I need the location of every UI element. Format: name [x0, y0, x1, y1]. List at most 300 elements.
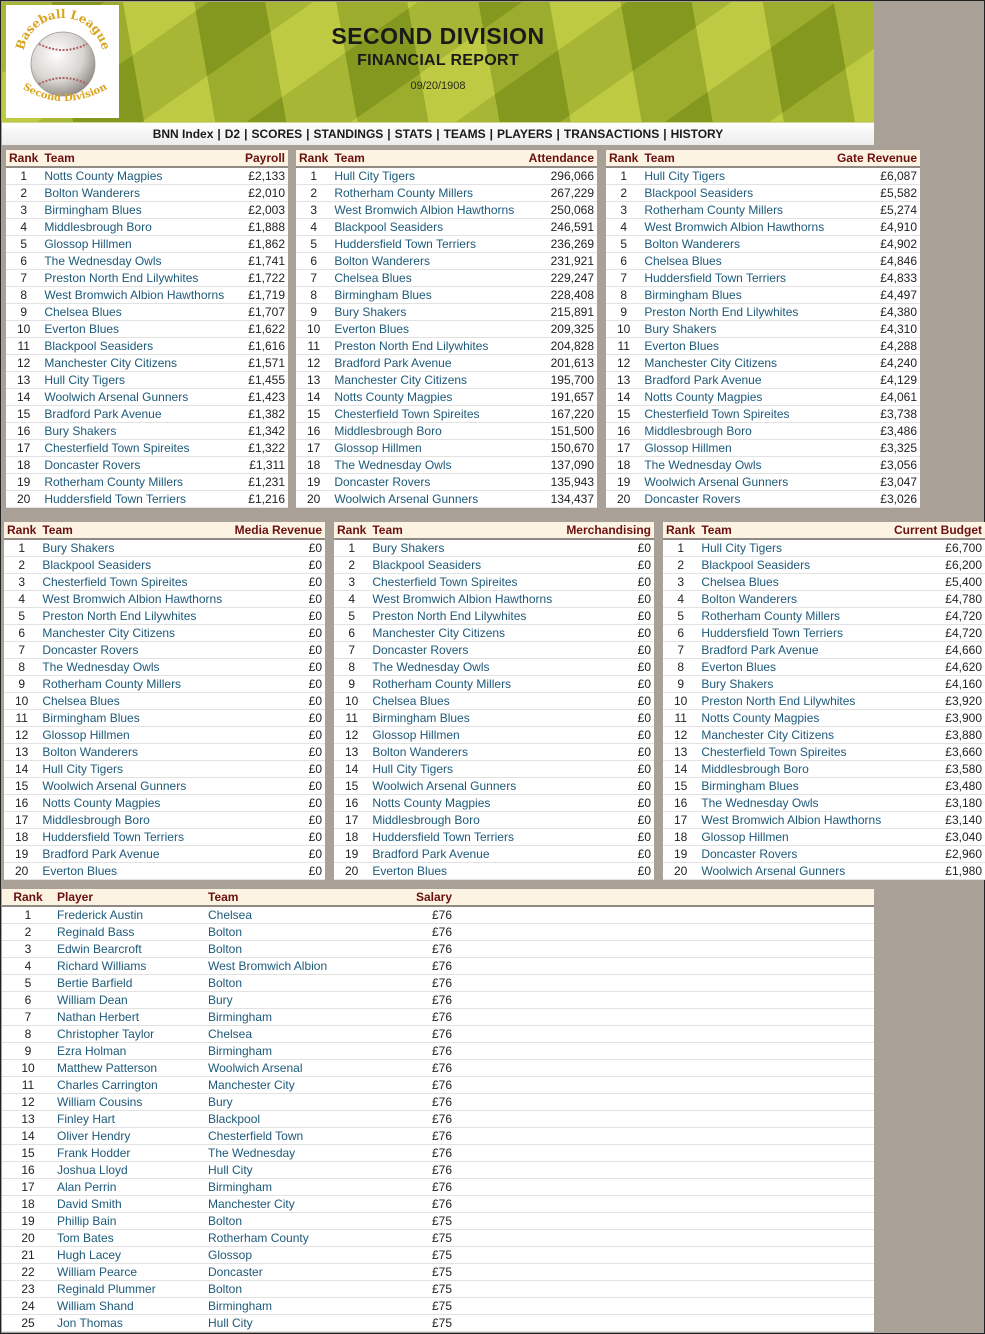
page-subtitle: FINANCIAL REPORT — [357, 52, 519, 69]
rank-cell: 5 — [663, 608, 698, 625]
team-link[interactable]: Glossop Hillmen — [641, 440, 834, 457]
table-row — [663, 761, 985, 778]
value-cell: £0 — [562, 812, 654, 829]
team-link[interactable]: Doncaster Rovers — [41, 457, 238, 474]
team-link[interactable]: The Wednesday Owls — [698, 795, 891, 812]
team-link[interactable]: Preston North End Lilywhites — [369, 608, 562, 625]
player-link[interactable]: David Smith — [54, 1196, 205, 1213]
team-link[interactable]: Glossop Hillmen — [369, 727, 562, 744]
team-link[interactable]: Preston North End Lilywhites — [331, 338, 525, 355]
player-link[interactable]: Finley Hart — [54, 1111, 205, 1128]
player-link[interactable]: Tom Bates — [54, 1230, 205, 1247]
value-column-header[interactable]: Merchandising — [562, 522, 654, 539]
team-link[interactable]: Birmingham Blues — [39, 710, 229, 727]
team-link[interactable]: Doncaster Rovers — [39, 642, 229, 659]
league-logo[interactable] — [6, 5, 119, 118]
rank-column-header[interactable]: Rank — [4, 522, 39, 539]
team-link[interactable]: Middlesbrough Boro — [41, 219, 238, 236]
rank-cell: 4 — [606, 219, 641, 236]
team-link[interactable]: Chelsea Blues — [698, 574, 891, 591]
team-link[interactable]: Huddersfield Town Terriers — [39, 829, 229, 846]
player-link[interactable]: Joshua Lloyd — [54, 1162, 205, 1179]
team-link[interactable]: Huddersfield Town Terriers — [698, 625, 891, 642]
rank-cell: 17 — [2, 1179, 54, 1196]
table-row — [2, 975, 874, 992]
team-link[interactable]: Birmingham Blues — [369, 710, 562, 727]
team-link[interactable]: Everton Blues — [641, 338, 834, 355]
team-link[interactable]: Preston North End Lilywhites — [641, 304, 834, 321]
value-cell: 134,437 — [526, 491, 597, 508]
rank-cell: 19 — [4, 846, 39, 863]
team-link[interactable]: Woolwich Arsenal Gunners — [369, 778, 562, 795]
table-row — [2, 941, 874, 958]
rank-cell: 13 — [663, 744, 698, 761]
value-cell: £3,026 — [834, 491, 920, 508]
nav-standings[interactable]: STANDINGS — [313, 127, 384, 141]
rank-cell: 12 — [334, 727, 369, 744]
rank-cell: 17 — [334, 812, 369, 829]
player-link[interactable]: Oliver Hendry — [54, 1128, 205, 1145]
team-link[interactable]: Bradford Park Avenue — [641, 372, 834, 389]
team-link[interactable]: Manchester City Citizens — [369, 625, 562, 642]
team-link[interactable]: Blackpool Seasiders — [41, 338, 238, 355]
table-row — [2, 1196, 874, 1213]
value-cell: £0 — [562, 574, 654, 591]
player-link[interactable]: William Shand — [54, 1298, 205, 1315]
team-link[interactable]: Middlesbrough Boro — [39, 812, 229, 829]
player-link[interactable]: Charles Carrington — [54, 1077, 205, 1094]
team-link[interactable]: West Bromwich Albion Hawthorns — [641, 219, 834, 236]
team-link[interactable]: Everton Blues — [39, 863, 229, 880]
team-link[interactable]: Blackpool — [205, 1111, 365, 1128]
rank-cell: 8 — [6, 287, 41, 304]
table-row — [606, 270, 920, 287]
player-link[interactable]: Christopher Taylor — [54, 1026, 205, 1043]
team-link[interactable]: Bolton Wanderers — [641, 236, 834, 253]
rank-column-header[interactable]: Rank — [663, 522, 698, 539]
table-row — [4, 727, 325, 744]
team-link[interactable]: Doncaster Rovers — [331, 474, 525, 491]
team-link[interactable]: Chesterfield Town Spireites — [369, 574, 562, 591]
team-link[interactable]: The Wednesday Owls — [641, 457, 834, 474]
rank-cell: 16 — [296, 423, 331, 440]
rank-cell: 3 — [4, 574, 39, 591]
team-link[interactable]: Chelsea Blues — [39, 693, 229, 710]
rank-column-header[interactable]: Rank — [334, 522, 369, 539]
value-cell: £0 — [229, 659, 325, 676]
player-link[interactable]: Edwin Bearcroft — [54, 941, 205, 958]
rank-column-header[interactable]: Rank — [296, 150, 331, 167]
nav-d2[interactable]: D2 — [224, 127, 241, 141]
team-link[interactable]: Glossop — [205, 1247, 365, 1264]
player-link[interactable]: Phillip Bain — [54, 1213, 205, 1230]
rank-column-header[interactable]: Rank — [606, 150, 641, 167]
value-cell: £3,140 — [891, 812, 985, 829]
team-link[interactable]: West Bromwich Albion Hawthorns — [41, 287, 238, 304]
team-link[interactable]: Birmingham — [205, 1298, 365, 1315]
nav-scores[interactable]: SCORES — [251, 127, 303, 141]
team-link[interactable]: Notts County Magpies — [698, 710, 891, 727]
rank-cell: 4 — [6, 219, 41, 236]
team-link[interactable]: Manchester City Citizens — [41, 355, 238, 372]
value-cell: £0 — [229, 625, 325, 642]
team-link[interactable]: Bolton — [205, 924, 365, 941]
title-block — [232, 22, 644, 93]
rank-column-header[interactable]: Rank — [2, 889, 54, 906]
value-column-header[interactable]: Payroll — [238, 150, 288, 167]
team-link[interactable]: Notts County Magpies — [641, 389, 834, 406]
team-link[interactable]: Hull City Tigers — [698, 539, 891, 557]
team-link[interactable]: Bolton — [205, 1213, 365, 1230]
team-link[interactable]: Woolwich Arsenal Gunners — [641, 474, 834, 491]
nav-players[interactable]: PLAYERS — [496, 127, 553, 141]
team-link[interactable]: Rotherham County Millers — [641, 202, 834, 219]
team-link[interactable]: Chelsea Blues — [369, 693, 562, 710]
team-link[interactable]: Hull City Tigers — [369, 761, 562, 778]
table-row — [2, 1094, 874, 1111]
table-row — [606, 236, 920, 253]
team-link[interactable]: Rotherham County Millers — [39, 676, 229, 693]
team-link[interactable]: Birmingham Blues — [698, 778, 891, 795]
team-link[interactable]: Glossop Hillmen — [698, 829, 891, 846]
rank-cell: 5 — [4, 608, 39, 625]
team-link[interactable]: Glossop Hillmen — [39, 727, 229, 744]
team-link[interactable]: The Wednesday Owls — [331, 457, 525, 474]
team-link[interactable]: Woolwich Arsenal Gunners — [331, 491, 525, 508]
team-link[interactable]: Woolwich Arsenal — [205, 1060, 365, 1077]
table-row — [296, 202, 597, 219]
table-row — [606, 406, 920, 423]
team-link[interactable]: West Bromwich Albion — [205, 958, 365, 975]
player-link[interactable]: William Dean — [54, 992, 205, 1009]
value-cell: £0 — [562, 829, 654, 846]
player-link[interactable]: Frederick Austin — [54, 906, 205, 924]
value-cell: £0 — [562, 795, 654, 812]
team-link[interactable]: Bradford Park Avenue — [39, 846, 229, 863]
team-link[interactable]: Chesterfield Town Spireites — [698, 744, 891, 761]
table-row — [334, 863, 654, 880]
team-link[interactable]: The Wednesday — [205, 1145, 365, 1162]
table-row — [296, 474, 597, 491]
team-link[interactable]: Chesterfield Town — [205, 1128, 365, 1145]
spacer — [455, 1162, 874, 1179]
team-link[interactable]: Birmingham — [205, 1009, 365, 1026]
table-row — [296, 236, 597, 253]
table-row — [6, 185, 288, 202]
team-link[interactable]: Chelsea Blues — [641, 253, 834, 270]
team-link[interactable]: Hull City — [205, 1315, 365, 1332]
rank-cell: 18 — [606, 457, 641, 474]
team-link[interactable]: Notts County Magpies — [41, 167, 238, 185]
value-cell: £1,719 — [238, 287, 288, 304]
team-link[interactable]: Middlesbrough Boro — [698, 761, 891, 778]
team-link[interactable]: Bury Shakers — [641, 321, 834, 338]
team-link[interactable]: Bradford Park Avenue — [41, 406, 238, 423]
team-link[interactable]: Manchester City Citizens — [698, 727, 891, 744]
team-column-header[interactable]: Team — [39, 522, 229, 539]
value-cell: £0 — [562, 693, 654, 710]
table-row — [6, 338, 288, 355]
rank-cell: 7 — [296, 270, 331, 287]
rank-cell: 14 — [296, 389, 331, 406]
player-link[interactable]: Matthew Patterson — [54, 1060, 205, 1077]
team-link[interactable]: Notts County Magpies — [331, 389, 525, 406]
value-column-header[interactable]: Gate Revenue — [834, 150, 920, 167]
rank-cell: 16 — [6, 423, 41, 440]
team-link[interactable]: Everton Blues — [331, 321, 525, 338]
team-link[interactable]: Manchester City Citizens — [39, 625, 229, 642]
team-link[interactable]: Rotherham County Millers — [369, 676, 562, 693]
nav-transactions[interactable]: TRANSACTIONS — [563, 127, 660, 141]
player-link[interactable]: Reginald Plummer — [54, 1281, 205, 1298]
team-link[interactable]: Birmingham Blues — [641, 287, 834, 304]
rank-cell: 6 — [4, 625, 39, 642]
rank-cell: 18 — [6, 457, 41, 474]
team-link[interactable]: Rotherham County Millers — [41, 474, 238, 491]
team-link[interactable]: The Wednesday Owls — [41, 253, 238, 270]
rank-cell: 11 — [663, 710, 698, 727]
team-link[interactable]: Doncaster Rovers — [641, 491, 834, 508]
rank-cell: 24 — [2, 1298, 54, 1315]
team-link[interactable]: Chesterfield Town Spireites — [641, 406, 834, 423]
table-row — [6, 389, 288, 406]
team-link[interactable]: Birmingham — [205, 1043, 365, 1060]
team-link[interactable]: Everton Blues — [41, 321, 238, 338]
table-row — [6, 167, 288, 185]
team-link[interactable]: Chelsea — [205, 1026, 365, 1043]
salary-cell: £76 — [365, 1060, 455, 1077]
team-link[interactable]: Bury — [205, 992, 365, 1009]
table-row — [4, 574, 325, 591]
team-link[interactable]: Manchester City — [205, 1077, 365, 1094]
team-link[interactable]: Blackpool Seasiders — [39, 557, 229, 574]
nav-teams[interactable]: TEAMS — [443, 127, 486, 141]
table-row — [4, 608, 325, 625]
value-cell: 201,613 — [526, 355, 597, 372]
rank-cell: 4 — [296, 219, 331, 236]
team-link[interactable]: Bury Shakers — [41, 423, 238, 440]
team-column-header[interactable]: Team — [331, 150, 525, 167]
team-link[interactable]: Everton Blues — [698, 659, 891, 676]
rank-cell: 20 — [4, 863, 39, 880]
nav-bnn-index[interactable]: BNN Index — [152, 127, 214, 141]
team-link[interactable]: Bury Shakers — [369, 539, 562, 557]
team-link[interactable]: Chelsea Blues — [41, 304, 238, 321]
value-cell: £0 — [229, 693, 325, 710]
value-column-header[interactable]: Current Budget — [891, 522, 985, 539]
team-link[interactable]: Huddersfield Town Terriers — [369, 829, 562, 846]
team-link[interactable]: Manchester City Citizens — [641, 355, 834, 372]
player-link[interactable]: Hugh Lacey — [54, 1247, 205, 1264]
team-link[interactable]: Rotherham County Millers — [331, 185, 525, 202]
nav-history[interactable]: HISTORY — [670, 127, 724, 141]
team-link[interactable]: Bury Shakers — [39, 539, 229, 557]
team-link[interactable]: Middlesbrough Boro — [641, 423, 834, 440]
player-link[interactable]: Nathan Herbert — [54, 1009, 205, 1026]
team-link[interactable]: Bolton Wanderers — [331, 253, 525, 270]
rank-column-header[interactable]: Rank — [6, 150, 41, 167]
team-column-header[interactable]: Team — [698, 522, 891, 539]
spacer — [455, 975, 874, 992]
rank-cell: 1 — [4, 539, 39, 557]
team-link[interactable]: Woolwich Arsenal Gunners — [39, 778, 229, 795]
team-link[interactable]: Woolwich Arsenal Gunners — [41, 389, 238, 406]
team-column-header[interactable]: Team — [641, 150, 834, 167]
team-link[interactable]: Middlesbrough Boro — [369, 812, 562, 829]
value-cell: £0 — [562, 625, 654, 642]
team-link[interactable]: Blackpool Seasiders — [641, 185, 834, 202]
player-link[interactable]: William Pearce — [54, 1264, 205, 1281]
team-link[interactable]: Bradford Park Avenue — [369, 846, 562, 863]
team-column-header[interactable]: Team — [369, 522, 562, 539]
team-link[interactable]: Blackpool Seasiders — [331, 219, 525, 236]
table-row — [2, 1179, 874, 1196]
nav-stats[interactable]: STATS — [394, 127, 433, 141]
team-link[interactable]: The Wednesday Owls — [369, 659, 562, 676]
team-link[interactable]: Notts County Magpies — [369, 795, 562, 812]
team-link[interactable]: Preston North End Lilywhites — [39, 608, 229, 625]
team-link[interactable]: Glossop Hillmen — [41, 236, 238, 253]
team-link[interactable]: Chesterfield Town Spireites — [39, 574, 229, 591]
team-link[interactable]: Notts County Magpies — [39, 795, 229, 812]
team-link[interactable]: Bolton Wanderers — [41, 185, 238, 202]
team-link[interactable]: West Bromwich Albion Hawthorns — [369, 591, 562, 608]
player-link[interactable]: Frank Hodder — [54, 1145, 205, 1162]
salary-cell: £75 — [365, 1315, 455, 1332]
team-link[interactable]: Bradford Park Avenue — [331, 355, 525, 372]
value-cell: £3,047 — [834, 474, 920, 491]
value-cell: £3,486 — [834, 423, 920, 440]
player-link[interactable]: Reginald Bass — [54, 924, 205, 941]
team-link[interactable]: Woolwich Arsenal Gunners — [698, 863, 891, 880]
table-row — [334, 625, 654, 642]
team-link[interactable]: Manchester City Citizens — [331, 372, 525, 389]
team-link[interactable]: Birmingham Blues — [331, 287, 525, 304]
team-link[interactable]: Chelsea — [205, 906, 365, 924]
value-cell: £0 — [229, 676, 325, 693]
team-link[interactable]: Preston North End Lilywhites — [41, 270, 238, 287]
team-link[interactable]: West Bromwich Albion Hawthorns — [331, 202, 525, 219]
team-link[interactable]: Rotherham County — [205, 1230, 365, 1247]
team-link[interactable]: Bolton — [205, 975, 365, 992]
team-link[interactable]: Doncaster — [205, 1264, 365, 1281]
team-link[interactable]: Rotherham County Millers — [698, 608, 891, 625]
team-column-header[interactable]: Team — [205, 889, 365, 906]
team-link[interactable]: Doncaster Rovers — [698, 846, 891, 863]
team-link[interactable]: Bolton Wanderers — [369, 744, 562, 761]
value-column-header[interactable]: Media Revenue — [229, 522, 325, 539]
team-link[interactable]: West Bromwich Albion Hawthorns — [698, 812, 891, 829]
player-link[interactable]: Jon Thomas — [54, 1315, 205, 1332]
team-link[interactable]: Chelsea Blues — [331, 270, 525, 287]
table-row — [296, 185, 597, 202]
team-link[interactable]: Hull City Tigers — [331, 167, 525, 185]
team-link[interactable]: Preston North End Lilywhites — [698, 693, 891, 710]
team-link[interactable]: Chesterfield Town Spireites — [41, 440, 238, 457]
team-link[interactable]: Blackpool Seasiders — [698, 557, 891, 574]
team-link[interactable]: Everton Blues — [369, 863, 562, 880]
value-cell: £4,240 — [834, 355, 920, 372]
value-cell: £4,129 — [834, 372, 920, 389]
team-link[interactable]: Bolton Wanderers — [698, 591, 891, 608]
table-row — [6, 253, 288, 270]
team-link[interactable]: Hull City Tigers — [41, 372, 238, 389]
table-row — [4, 778, 325, 795]
rank-cell: 1 — [2, 906, 54, 924]
table-header-row — [6, 150, 288, 167]
team-link[interactable]: Bradford Park Avenue — [698, 642, 891, 659]
team-link[interactable]: Bolton Wanderers — [39, 744, 229, 761]
team-link[interactable]: Manchester City — [205, 1196, 365, 1213]
team-link[interactable]: The Wednesday Owls — [39, 659, 229, 676]
team-link[interactable]: Hull City Tigers — [39, 761, 229, 778]
team-link[interactable]: Hull City Tigers — [641, 167, 834, 185]
team-link[interactable]: Chesterfield Town Spireites — [331, 406, 525, 423]
table-row — [663, 846, 985, 863]
value-cell: £0 — [229, 829, 325, 846]
table-row — [4, 676, 325, 693]
player-link[interactable]: Bertie Barfield — [54, 975, 205, 992]
table-row — [4, 761, 325, 778]
team-link[interactable]: Bury — [205, 1094, 365, 1111]
spacer — [455, 1094, 874, 1111]
rank-cell: 13 — [2, 1111, 54, 1128]
table-row — [296, 423, 597, 440]
player-link[interactable]: Ezra Holman — [54, 1043, 205, 1060]
rank-cell: 9 — [4, 676, 39, 693]
team-link[interactable]: Huddersfield Town Terriers — [641, 270, 834, 287]
team-column-header[interactable]: Team — [41, 150, 238, 167]
salary-column-header[interactable]: Salary — [365, 889, 455, 906]
team-link[interactable]: Huddersfield Town Terriers — [41, 491, 238, 508]
value-cell: £0 — [562, 761, 654, 778]
team-link[interactable]: Huddersfield Town Terriers — [331, 236, 525, 253]
player-link[interactable]: Richard Williams — [54, 958, 205, 975]
team-link[interactable]: Hull City — [205, 1162, 365, 1179]
table-row — [663, 557, 985, 574]
value-cell: £0 — [562, 744, 654, 761]
team-link[interactable]: Bolton — [205, 941, 365, 958]
team-link[interactable]: Doncaster Rovers — [369, 642, 562, 659]
team-link[interactable]: Bolton — [205, 1281, 365, 1298]
value-cell: £4,780 — [891, 591, 985, 608]
player-column-header[interactable]: Player — [54, 889, 205, 906]
table-row — [663, 727, 985, 744]
table-row — [6, 355, 288, 372]
rank-cell: 1 — [663, 539, 698, 557]
team-link[interactable]: Glossop Hillmen — [331, 440, 525, 457]
team-link[interactable]: Birmingham Blues — [41, 202, 238, 219]
rank-cell: 9 — [663, 676, 698, 693]
table-row — [4, 829, 325, 846]
value-cell: £0 — [229, 642, 325, 659]
team-link[interactable]: Bury Shakers — [331, 304, 525, 321]
team-link[interactable]: Blackpool Seasiders — [369, 557, 562, 574]
team-link[interactable]: Middlesbrough Boro — [331, 423, 525, 440]
table-row — [606, 491, 920, 508]
player-link[interactable]: Alan Perrin — [54, 1179, 205, 1196]
table-row — [296, 304, 597, 321]
team-link[interactable]: West Bromwich Albion Hawthorns — [39, 591, 229, 608]
value-cell: 229,247 — [526, 270, 597, 287]
value-column-header[interactable]: Attendance — [526, 150, 597, 167]
player-link[interactable]: William Cousins — [54, 1094, 205, 1111]
table-row — [334, 642, 654, 659]
team-link[interactable]: Bury Shakers — [698, 676, 891, 693]
team-link[interactable]: Birmingham — [205, 1179, 365, 1196]
spacer — [455, 924, 874, 941]
value-cell: 195,700 — [526, 372, 597, 389]
